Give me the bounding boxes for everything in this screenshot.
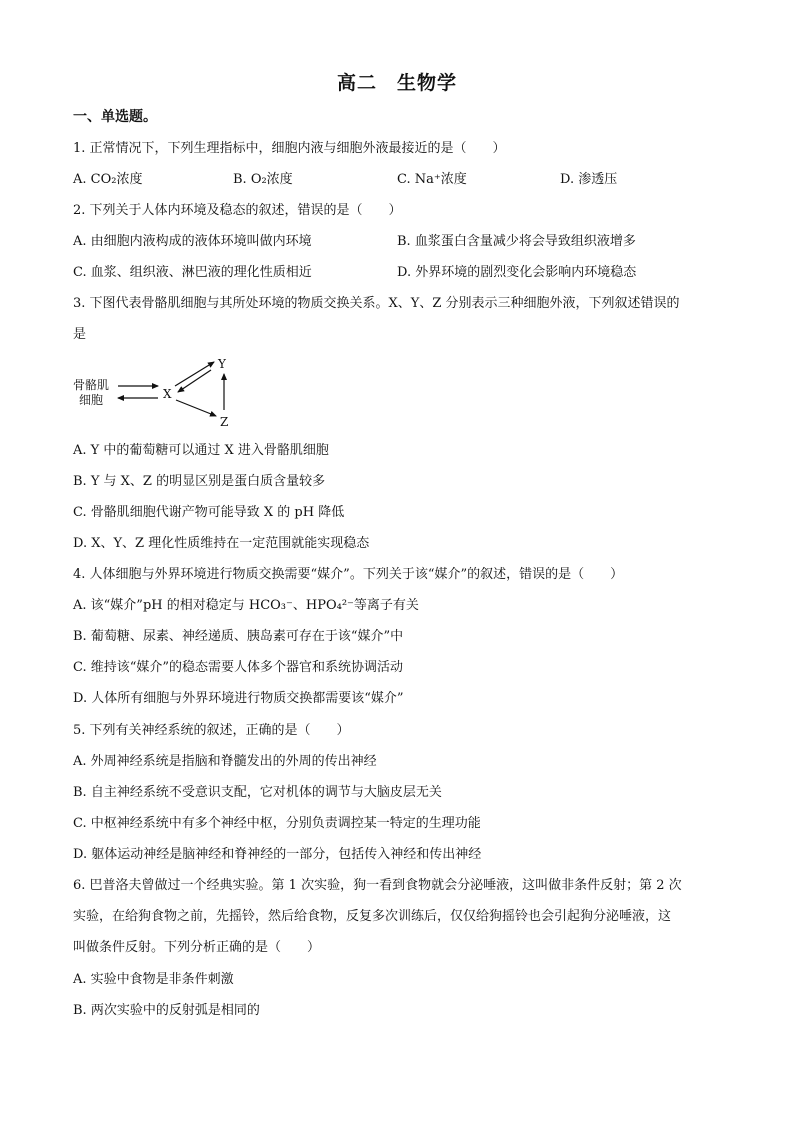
q4-option-d: D. 人体所有细胞与外界环境进行物质交换都需要该“媒介” — [73, 691, 404, 706]
q4-stem: 4. 人体细胞与外界环境进行物质交换需要“媒介”。下列关于该“媒介”的叙述，错误的是（ ） — [73, 567, 624, 582]
q6-option-a: A. 实验中食物是非条件刺激 — [73, 972, 234, 987]
q1-option-d: D. 渗透压 — [560, 172, 618, 187]
q2-stem: 2. 下列关于人体内环境及稳态的叙述，错误的是（ ） — [73, 203, 402, 218]
q6-option-b: B. 两次实验中的反射弧是相同的 — [73, 1003, 260, 1018]
q2-option-d: D. 外界环境的剧烈变化会影响内环境稳态 — [397, 265, 637, 280]
q2-option-c: C. 血浆、组织液、淋巴液的理化性质相近 — [73, 265, 312, 280]
q3-stem-line2: 是 — [73, 327, 87, 342]
q6-stem-line3: 叫做条件反射。下列分析正确的是（ ） — [73, 940, 321, 955]
q2-option-a: A. 由细胞内液构成的液体环境叫做内环境 — [73, 234, 312, 249]
exchange-diagram — [70, 356, 250, 432]
q1-option-c: C. Na⁺浓度 — [397, 172, 467, 187]
q5-option-c: C. 中枢神经系统中有多个神经中枢，分别负责调控某一特定的生理功能 — [73, 816, 481, 831]
q2-option-b: B. 血浆蛋白含量减少将会导致组织液增多 — [397, 234, 636, 249]
arrow-x-to-z — [176, 400, 216, 416]
diagram-cell-label-line2: 细胞 — [79, 393, 104, 407]
q5-option-b: B. 自主神经系统不受意识支配，它对机体的调节与大脑皮层无关 — [73, 785, 442, 800]
q4-option-b: B. 葡萄糖、尿素、神经递质、胰岛素可存在于该“媒介”中 — [73, 629, 404, 644]
q6-stem-line2: 实验，在给狗食物之前，先摇铃，然后给食物，反复多次训练后，仅仅给狗摇铃也会引起狗分泌唾液，这 — [73, 909, 672, 924]
q3-option-b: B. Y 与 X、Z 的明显区别是蛋白质含量较多 — [73, 474, 326, 489]
q4-option-a: A. 该“媒介”pH 的相对稳定与 HCO₃⁻、HPO₄²⁻等离子有关 — [73, 598, 419, 613]
q5-option-a: A. 外周神经系统是指脑和脊髓发出的外周的传出神经 — [73, 754, 377, 769]
q1-option-a: A. CO₂浓度 — [73, 172, 143, 187]
section-heading: 一、单选题。 — [73, 109, 157, 125]
q1-option-b: B. O₂浓度 — [233, 172, 293, 187]
q6-stem-line1: 6. 巴普洛夫曾做过一个经典实验。第 1 次实验，狗一看到食物就会分泌唾液，这叫做非条件反射；第 2 次 — [73, 878, 682, 893]
q3-stem-line1: 3. 下图代表骨骼肌细胞与其所处环境的物质交换关系。X、Y、Z 分别表示三种细胞外液，下列叙述错误的 — [73, 296, 680, 311]
page-title: 高二 生物学 — [336, 72, 457, 94]
diagram-node-y: Y — [218, 357, 226, 371]
arrow-x-to-y — [175, 362, 214, 386]
diagram-cell-label-line1: 骨骼肌 — [73, 378, 110, 392]
q3-option-d: D. X、Y、Z 理化性质维持在一定范围就能实现稳态 — [73, 536, 370, 551]
q4-option-c: C. 维持该“媒介”的稳态需要人体多个器官和系统协调活动 — [73, 660, 404, 675]
q5-option-d: D. 躯体运动神经是脑神经和脊神经的一部分，包括传入神经和传出神经 — [73, 847, 482, 862]
q1-stem: 1. 正常情况下，下列生理指标中，细胞内液与细胞外液最接近的是（ ） — [73, 141, 506, 156]
q3-option-a: A. Y 中的葡萄糖可以通过 X 进入骨骼肌细胞 — [73, 443, 329, 458]
diagram-node-z: Z — [220, 415, 229, 429]
q5-stem: 5. 下列有关神经系统的叙述，正确的是（ ） — [73, 723, 350, 738]
diagram-node-x: X — [163, 387, 172, 401]
q3-option-c: C. 骨骼肌细胞代谢产物可能导致 X 的 pH 降低 — [73, 505, 345, 520]
